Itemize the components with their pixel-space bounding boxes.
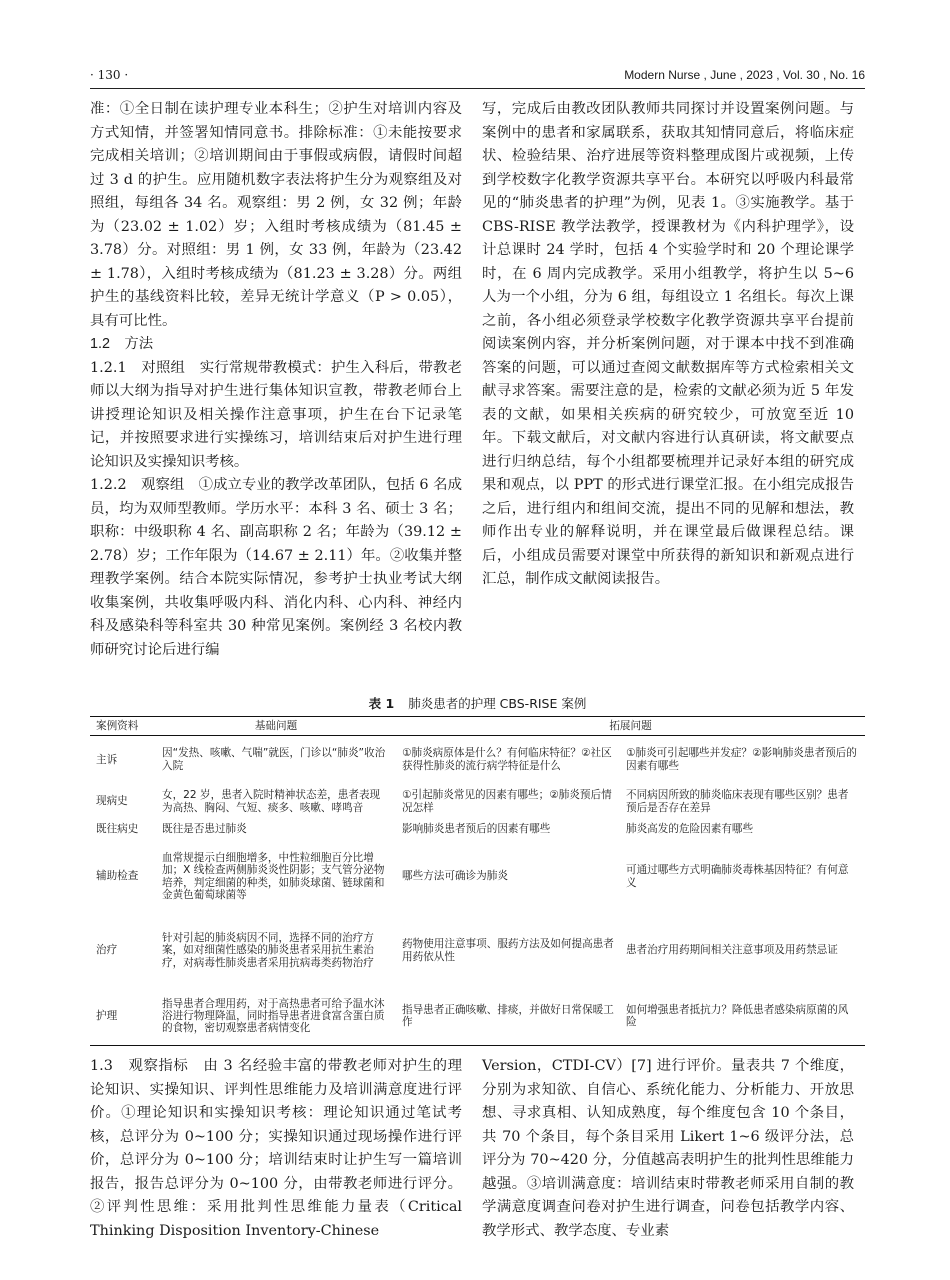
case-table	[90, 716, 865, 1046]
table-cell: 肺炎高发的危险因素有哪些	[626, 823, 754, 836]
table-number: 表 1	[368, 696, 395, 711]
table-header: 案例资料	[90, 717, 156, 736]
left-column-top	[90, 98, 462, 662]
table-cell: 患者治疗用药期间相关注意事项及用药禁忌证	[626, 944, 838, 957]
table-header: 基础问题	[156, 717, 396, 736]
body-paragraph: 写，完成后由教改团队教师共同探讨并设置案例问题。与案例中的患者和家属联系，获取其知情同意后，将临床症状、检验结果、治疗进展等资料整理成图片或视频，上传到学校数字化教学资源共享平台。本研究以呼吸内科最常见的“肺炎患者的护理”为例，见表 1。③实施教学。基于 CBS-RISE 教学法教学，授课教材为《内科护理学》，设计总课时 24 学时，包括 4 个实验学时和 20 个理论课学时，在 6 周内完成教学。采用小组教学，将护生以 5~6 人为一个小组，分为 6 组，每组设立 1 名组长。每次上课之前，各小组必须登录学校数字化教学资源共享平台提前阅读案例内容，并分析案例问题，对于课本中找不到准确答案的问题，可以通过查阅文献数据库等方式检索相关文献寻求答案。需要注意的是，检索的文献必须为近 5 年发表的文献，如果相关疾病的研究较少，可放宽至近 10 年。下载文献后，对文献内容进行认真研读，将文献要点进行归纳总结，每个小组都要梳理并记录好本组的研究成果和观点，以 PPT 的形式进行课堂汇报。在小组完成报告之后，进行组内和组间交流，提出不同的见解和想法，教师作出专业的解释说明，并在课堂最后做课程总结。课后，小组成员需要对课堂中所获得的新知识和新观点进行汇总，制作成文献阅读报告。	[482, 101, 854, 587]
table-cell: 辅助检查	[96, 870, 139, 883]
running-header	[90, 62, 865, 89]
table-cell: ①引起肺炎常见的因素有哪些；②肺炎预后情况怎样	[402, 789, 612, 814]
table-cell: 针对引起的肺炎病因不同，选择不同的治疗方案，如对细菌性感染的肺炎患者采用抗生素治疗，对病毒性肺炎患者采用抗病毒类药物治疗	[162, 931, 374, 969]
journal-info: Modern Nurse , June , 2023 , Vol. 30 , No. 16	[624, 68, 865, 82]
table-cell: 因“发热、咳嗽、气喘”就医，门诊以“肺炎”收治入院	[162, 747, 386, 772]
table-cell: 哪些方法可确诊为肺炎	[402, 870, 508, 883]
table-cell: 现病史	[96, 795, 128, 808]
table-cell: 指导患者合理用药，对于高热患者可给予温水沐浴进行物理降温，同时指导患者进食富含蛋白质的食物，密切观察患者病情变化	[156, 988, 396, 1046]
table-cell: 影响肺炎患者预后的因素有哪些	[402, 823, 551, 836]
left-column-bottom	[90, 1055, 462, 1243]
table-header: 拓展问题	[396, 717, 865, 736]
table-row	[90, 736, 865, 784]
table-cell: 既往是否患过肺炎	[162, 823, 247, 836]
body-paragraph: Version，CTDI-CV）[7] 进行评价。量表共 7 个维度，分别为求知欲、自信心、系统化能力、分析能力、开放思想、寻求真相、认知成熟度，每个维度包含 10 个条目，共 70 个条目，每个条目采用 Likert 1~6 级评分法，总评分为 70~420 分，分值越高表明护生的批判性思维能力越强。③培训满意度：培训结束时带教老师采用自制的教学满意度调查问卷对护生进行调查，问卷包括教学内容、教学形式、教学态度、专业素	[482, 1058, 854, 1239]
body-paragraph-control-group: 1.2.1 对照组 实行常规带教模式：护生入科后，带教老师以大纲为指导对护生进行集体知识宣教，带教老师台上讲授理论知识及相关操作注意事项，护生在台下记录笔记，并按照要求进行实操练习，培训结束后对护生进行理论知识及实操知识考核。	[90, 359, 462, 470]
table-cell: 血常规提示白细胞增多，中性粒细胞百分比增加；X 线检查两侧肺炎炎性阴影；支气管分泌物培养，判定细菌的种类，如肺炎球菌、链球菌和金黄色葡萄球菌等	[162, 851, 385, 901]
table-cell: 治疗	[96, 944, 118, 957]
table-cell: 药物使用注意事项、服药方法及如何提高患者用药依从性	[402, 938, 614, 963]
table-cell: 指导患者正确咳嗽、排痰，并做好日常保暖工作	[396, 988, 620, 1046]
right-column-top	[482, 98, 854, 592]
body-paragraph-observation-indicators: 1.3 观察指标 由 3 名经验丰富的带教老师对护生的理论知识、实操知识、评判性思维能力及培训满意度进行评价。①理论知识和实操知识考核：理论知识通过笔试考核，总评分为 0~100 分；实操知识通过现场操作进行评价，总评分为 0~100 分；培训结束时让护生写一篇培训报告，报告总评分为 0~100 分，由带教老师进行评分。②评判性思维：采用批判性思维能力量表（Critical Thinking Disposition Inventory-Chinese	[90, 1058, 462, 1239]
table-cell: 护理	[90, 988, 156, 1046]
table-row	[90, 914, 865, 988]
right-column-bottom	[482, 1055, 854, 1243]
table-cell: ①肺炎可引起哪些并发症？②影响肺炎患者预后的因素有哪些	[626, 747, 857, 772]
table-cell: 主诉	[96, 753, 118, 766]
table-cell: 可通过哪些方式明确肺炎毒株基因特征？有何意义	[626, 864, 849, 889]
table-row	[90, 840, 865, 914]
table-cell: 女，22 岁，患者入院时精神状态差，患者表现为高热、胸闷、气短、痰多、咳嗽、哮鸣音	[162, 789, 381, 814]
table-row	[90, 988, 865, 1046]
body-paragraph-observation-group: 1.2.2 观察组 ①成立专业的教学改革团队，包括 6 名成员，均为双师型教师。学历水平：本科 3 名、硕士 3 名；职称：中级职称 4 名、副高职称 2 名；年龄为（39.12 ± 2.78）岁；工作年限为（14.67 ± 2.11）年。②收集并整理教学案例。结合本院实际情况，参考护士执业考试大纲收集案例，共收集呼吸内科、消化内科、心内科、神经内科及感染科等科室共 30 种常见案例。案例经 3 名校内教师研究讨论后进行编	[90, 477, 462, 658]
table-title: 肺炎患者的护理 CBS-RISE 案例	[408, 696, 587, 711]
table-cell: 不同病因所致的肺炎临床表现有哪些区别？患者预后是否存在差异	[626, 789, 849, 814]
table-cell: 如何增强患者抵抗力？降低患者感染病原菌的风险	[620, 988, 865, 1046]
table-caption	[90, 694, 865, 712]
table-row	[90, 784, 865, 820]
table-cell: 既往病史	[96, 823, 139, 836]
page-number: · 130 ·	[90, 68, 129, 82]
table-row	[90, 820, 865, 840]
table-cell: ①肺炎病原体是什么？有何临床特征？②社区获得性肺炎的流行病学特征是什么	[402, 747, 612, 772]
body-paragraph: 准：①全日制在读护理专业本科生；②护生对培训内容及方式知情，并签署知情同意书。排除标准：①未能按要求完成相关培训；②培训期间由于事假或病假，请假时间超过 3 d 的护生。应用随机数字表法将护生分为观察组及对照组，每组各 34 名。观察组：男 2 例，女 32 例；年龄为（23.02 ± 1.02）岁；入组时考核成绩为（81.45 ± 3.78）分。对照组：男 1 例，女 33 例，年龄为（23.42 ± 1.78），入组时考核成绩为（81.23 ± 3.28）分。两组护生的基线资料比较，差异无统计学意义（P > 0.05），具有可比性。	[90, 101, 462, 329]
section-heading-methods: 1.2 方法	[90, 336, 154, 352]
